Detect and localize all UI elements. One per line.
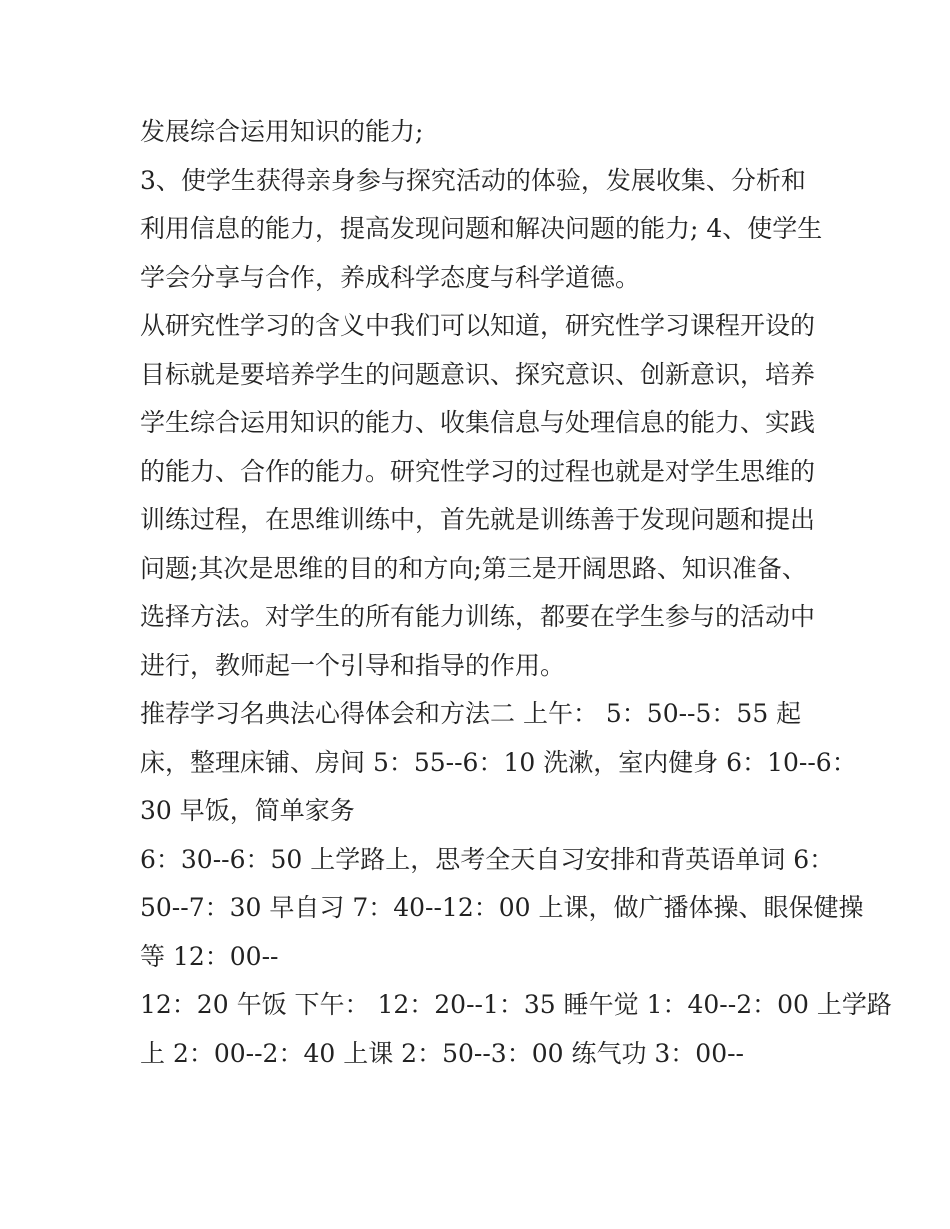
text-line: 发展综合运用知识的能力; [140, 117, 424, 146]
text-line: 床，整理床铺、房间 5：55--6：10 洗漱，室内健身 6：10--6： [140, 747, 857, 777]
text-line: 问题;其次是思维的目的和方向;第三是开阔思路、知识准备、 [140, 553, 807, 583]
text-line: 训练过程，在思维训练中，首先就是训练善于发现问题和提出 [140, 505, 816, 534]
text-line: 利用信息的能力，提高发现问题和解决问题的能力; 4、使学生 [140, 214, 823, 243]
document-body [140, 108, 892, 1078]
text-line: 等 12：00-- [140, 941, 279, 971]
text-line: 学会分享与合作，养成科学态度与科学道德。 [140, 262, 641, 292]
text-line: 进行，教师起一个引导和指导的作用。 [140, 650, 566, 680]
text-line: 推荐学习名典法心得体会和方法二 上午： 5：50--5：55 起 [140, 699, 802, 728]
text-line: 的能力、合作的能力。研究性学习的过程也就是对学生思维的 [140, 456, 816, 486]
text-line: 30 早饭，简单家务 [140, 796, 355, 825]
text-line: 50--7：30 早自习 7：40--12：00 上课，做广播体操、眼保健操 [140, 893, 864, 922]
text-line: 选择方法。对学生的所有能力训练，都要在学生参与的活动中 [140, 602, 816, 631]
text-line: 12：20 午饭 下午： 12：20--1：35 睡午觉 1：40--2：00 上学路 [140, 990, 892, 1019]
text-line: 上 2：00--2：40 上课 2：50--3：00 练气功 3：00-- [140, 1038, 745, 1068]
text-line: 6：30--6：50 上学路上，思考全天自习安排和背英语单词 6： [140, 844, 835, 874]
text-line: 学生综合运用知识的能力、收集信息与处理信息的能力、实践 [140, 408, 816, 437]
text-line: 目标就是要培养学生的问题意识、探究意识、创新意识，培养 [140, 359, 816, 389]
text-line: 从研究性学习的含义中我们可以知道，研究性学习课程开设的 [140, 311, 816, 340]
text-line: 3、使学生获得亲身参与探究活动的体验，发展收集、分析和 [140, 165, 806, 195]
